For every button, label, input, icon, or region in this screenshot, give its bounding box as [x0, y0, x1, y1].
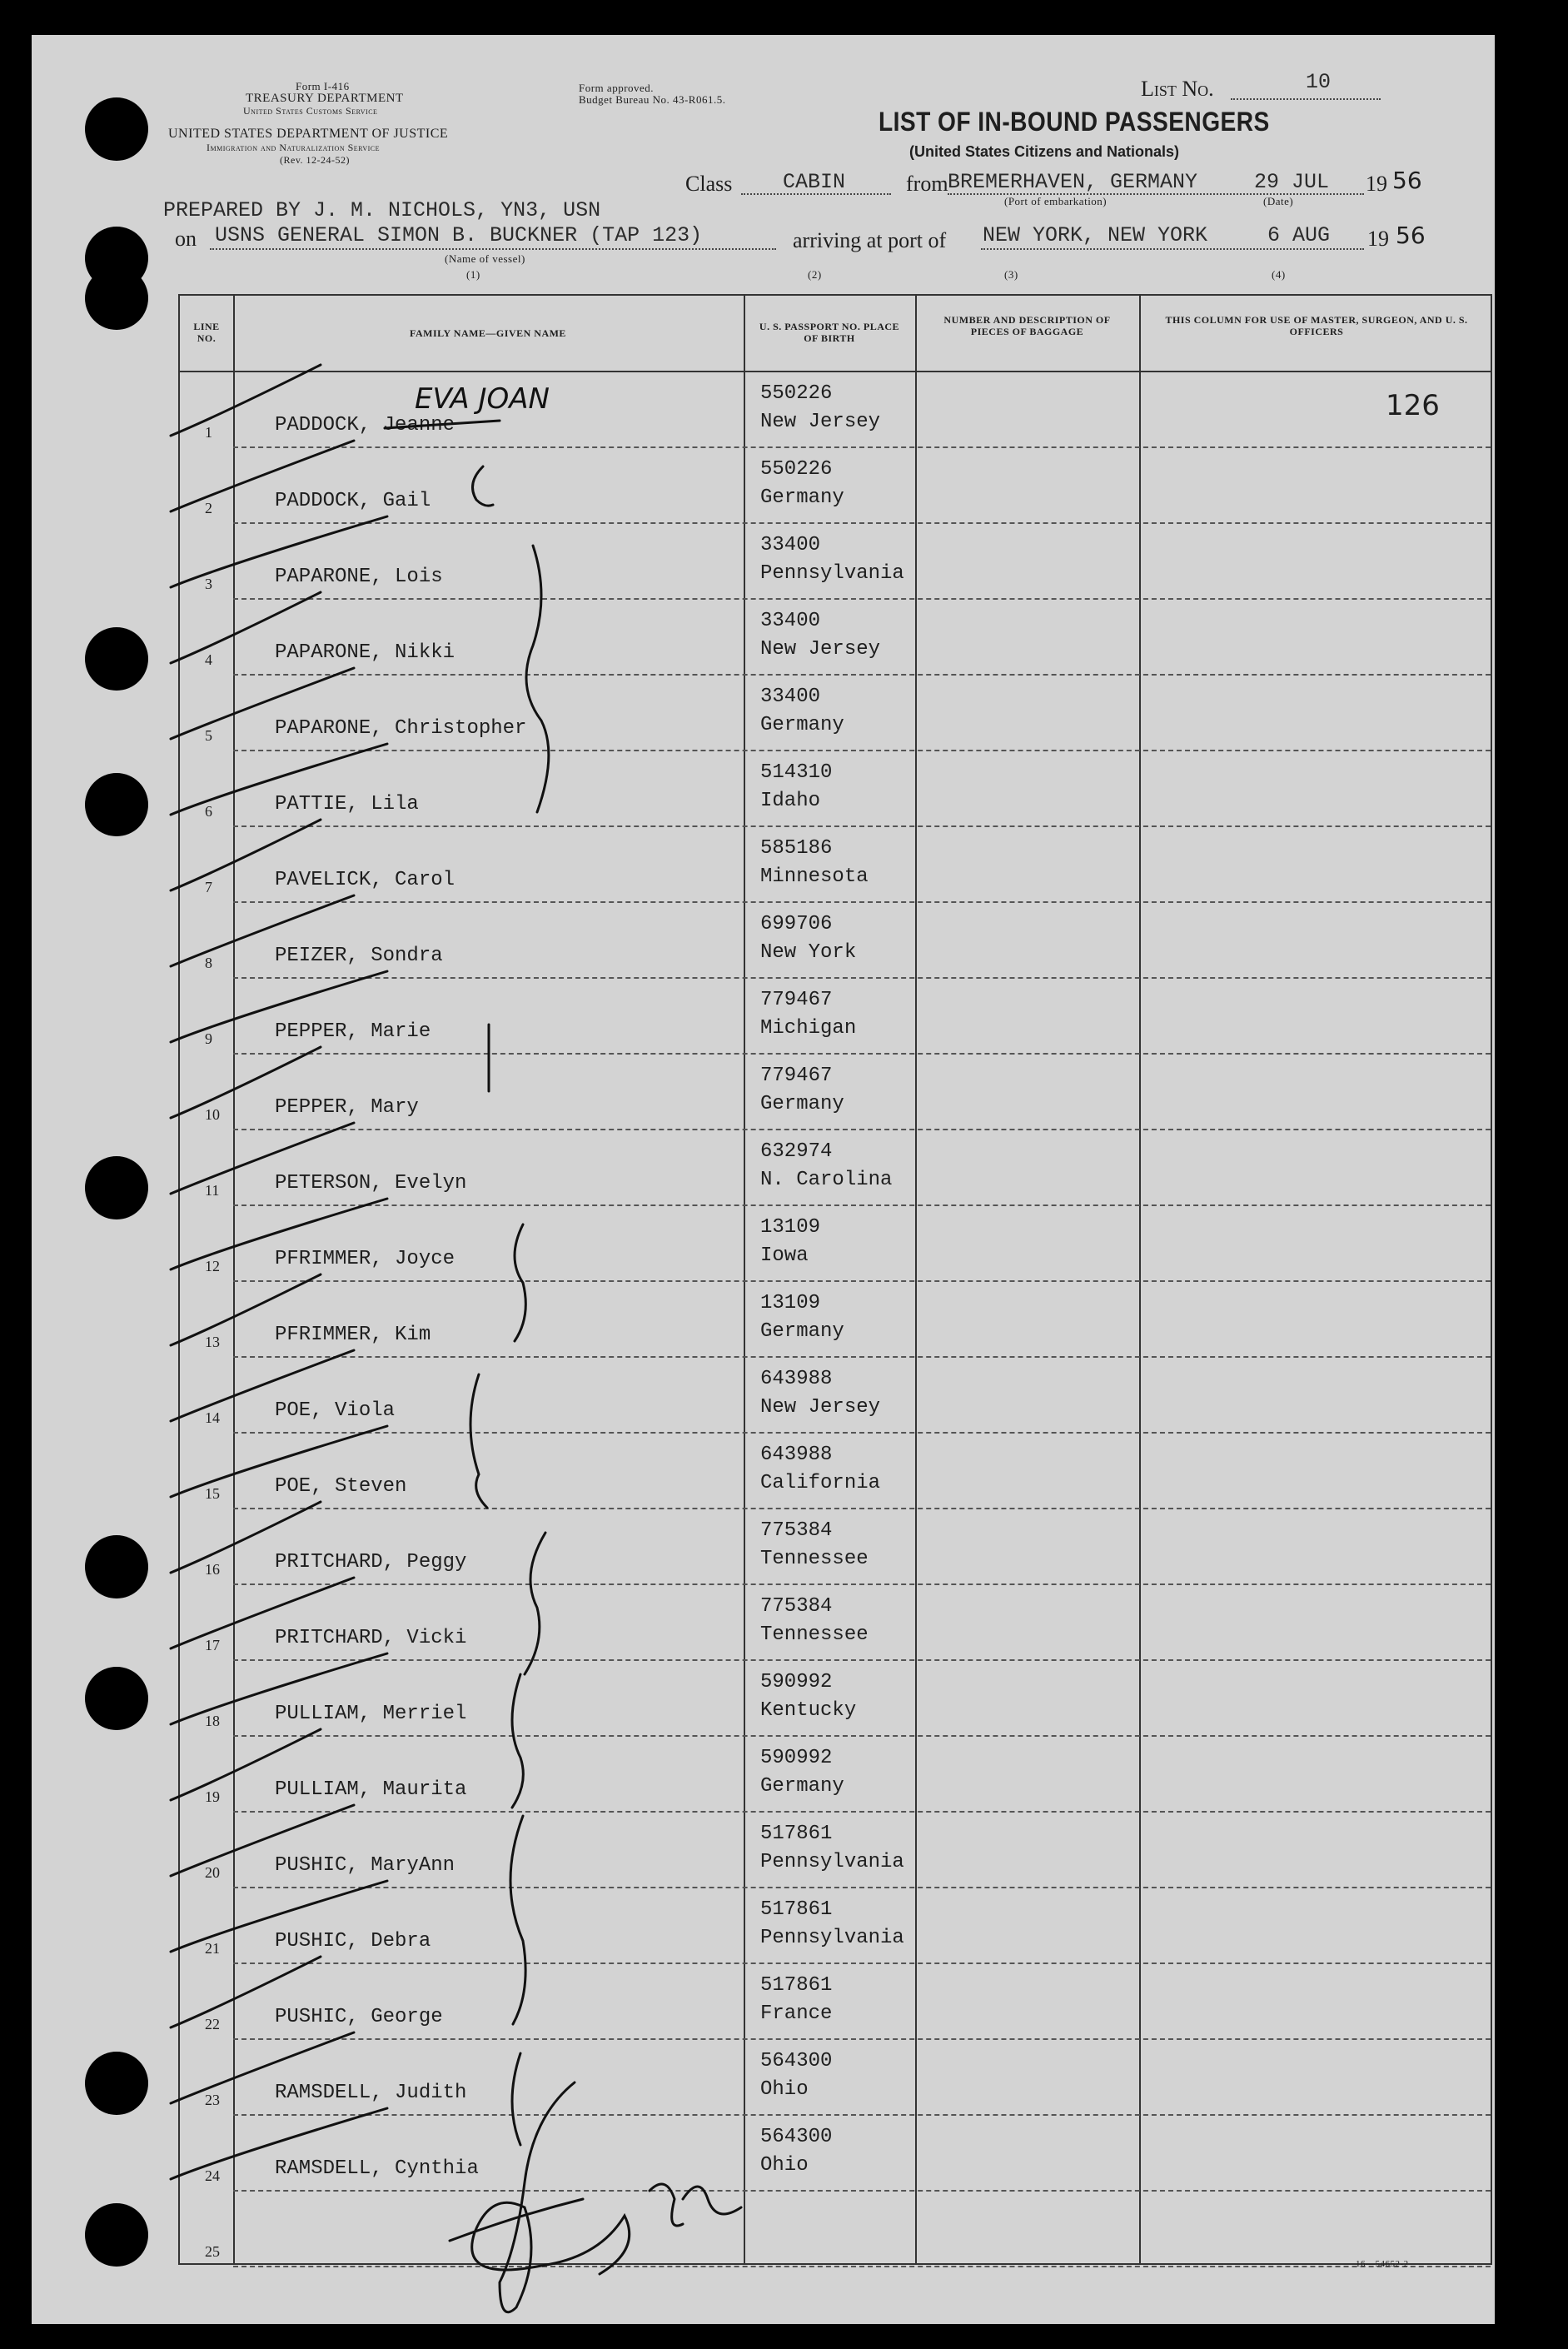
- passport-number: 33400: [760, 534, 821, 556]
- line-number: 21: [205, 1940, 220, 1957]
- line-number: 6: [205, 803, 212, 820]
- col-number-1: (1): [466, 268, 480, 281]
- place-of-birth: Kentucky: [760, 1699, 857, 1722]
- vessel-name: USNS GENERAL SIMON B. BUCKNER (TAP 123): [215, 223, 703, 247]
- line-number: 1: [205, 424, 212, 441]
- arrival-date: 6 AUG: [1267, 223, 1331, 247]
- passport-number: 585186: [760, 837, 833, 860]
- arriving-label: arriving at port of: [793, 228, 947, 252]
- line-number: 2: [205, 500, 212, 516]
- passport-number: 775384: [760, 1519, 833, 1542]
- line-number: 15: [205, 1485, 220, 1502]
- table-row: [180, 600, 1491, 676]
- passenger-name: PADDOCK, Gail: [275, 490, 431, 512]
- passenger-name: PULLIAM, Maurita: [275, 1778, 467, 1801]
- line-number: 17: [205, 1637, 220, 1653]
- passport-number: 517861: [760, 1823, 833, 1845]
- punch-hole: [85, 1667, 148, 1730]
- line-number: 11: [205, 1182, 220, 1199]
- passport-number: 632974: [760, 1140, 833, 1163]
- place-of-birth: Ohio: [760, 2154, 809, 2177]
- class-label: Class: [685, 172, 733, 196]
- vessel-line: [210, 248, 776, 250]
- passport-number: 13109: [760, 1292, 821, 1314]
- passenger-name: PEIZER, Sondra: [275, 945, 443, 967]
- line-number: 4: [205, 651, 212, 668]
- line-number: 22: [205, 2016, 220, 2032]
- header-officers: THIS COLUMN FOR USE OF MASTER, SURGEON, AND U. S. OFFICERS: [1165, 314, 1468, 337]
- embarkation-port: BREMERHAVEN, GERMANY: [948, 170, 1198, 194]
- passenger-name: PEPPER, Marie: [275, 1020, 431, 1043]
- place-of-birth: Germany: [760, 1093, 844, 1115]
- place-of-birth: Germany: [760, 1775, 844, 1798]
- passenger-name: POE, Viola: [275, 1399, 396, 1422]
- passport-number: 517861: [760, 1974, 833, 1997]
- punch-hole: [85, 2203, 148, 2267]
- table-row: [180, 979, 1491, 1055]
- on-label: on: [175, 227, 197, 251]
- table-row: [180, 1434, 1491, 1509]
- place-of-birth: New York: [760, 941, 857, 964]
- table-row: [180, 2192, 1491, 2267]
- arrival-port: NEW YORK, NEW YORK: [983, 223, 1208, 247]
- handwritten-name: EVA JOAN: [415, 382, 550, 416]
- passport-number: 13109: [760, 1216, 821, 1239]
- place-of-birth: Michigan: [760, 1017, 857, 1040]
- passport-number: 517861: [760, 1898, 833, 1921]
- table-row: [180, 1282, 1491, 1358]
- place-of-birth: Pennsylvania: [760, 1851, 904, 1873]
- place-of-birth: New Jersey: [760, 638, 881, 661]
- form-title: LIST OF IN-BOUND PASSENGERS: [879, 107, 1270, 137]
- table-row: [180, 1661, 1491, 1737]
- place-of-birth: N. Carolina: [760, 1169, 893, 1191]
- line-number: 14: [205, 1409, 220, 1426]
- place-of-birth: New Jersey: [760, 1396, 881, 1419]
- form-approved: Form approved.: [579, 82, 655, 94]
- line-number: 19: [205, 1788, 220, 1805]
- passport-number: 550226: [760, 382, 833, 405]
- line-number: 24: [205, 2167, 220, 2184]
- passenger-name: PADDOCK, Jeanne: [275, 414, 455, 436]
- line-number: 3: [205, 576, 212, 592]
- table-row: [180, 524, 1491, 600]
- place-of-birth: New Jersey: [760, 411, 881, 433]
- port-embark-caption: (Port of embarkation): [1004, 195, 1108, 207]
- line-number: 5: [205, 727, 212, 744]
- passport-number: 564300: [760, 2050, 833, 2072]
- header-line-no: LINE NO.: [193, 321, 220, 344]
- passenger-table: [178, 294, 1492, 2265]
- place-of-birth: Ohio: [760, 2078, 809, 2101]
- ins-service: Immigration and Naturalization Service: [207, 142, 381, 153]
- row-rule: [233, 2266, 1491, 2267]
- place-of-birth: France: [760, 2002, 833, 2025]
- passport-number: 699706: [760, 913, 833, 935]
- place-of-birth: Idaho: [760, 790, 821, 812]
- line-number: 16: [205, 1561, 220, 1578]
- table-row: [180, 448, 1491, 524]
- arrival-year-prefix: 19: [1367, 227, 1389, 251]
- passenger-name: PRITCHARD, Vicki: [275, 1627, 467, 1649]
- table-row: [180, 1585, 1491, 1661]
- table-row: [180, 2116, 1491, 2192]
- passenger-name: RAMSDELL, Cynthia: [275, 2157, 479, 2180]
- passenger-name: PATTIE, Lila: [275, 793, 419, 815]
- class-value: CABIN: [783, 170, 846, 194]
- passenger-name: PULLIAM, Merriel: [275, 1703, 467, 1725]
- passenger-name: PAPARONE, Christopher: [275, 717, 527, 740]
- passport-number: 779467: [760, 989, 833, 1011]
- treasury-dept: TREASURY DEPARTMENT: [246, 92, 404, 105]
- line-number: 8: [205, 955, 212, 971]
- passenger-name: RAMSDELL, Judith: [275, 2082, 467, 2104]
- passenger-name: PFRIMMER, Joyce: [275, 1248, 455, 1270]
- table-row: [180, 827, 1491, 903]
- line-number: 20: [205, 1864, 220, 1881]
- passenger-name: PUSHIC, George: [275, 2006, 443, 2028]
- table-row: [180, 1737, 1491, 1813]
- punch-hole: [85, 1535, 148, 1598]
- line-number: 9: [205, 1030, 212, 1047]
- passenger-name: PAPARONE, Nikki: [275, 641, 455, 664]
- line-number: 7: [205, 879, 212, 895]
- form-number: Form I-416: [296, 80, 350, 92]
- col-number-3: (3): [1004, 268, 1018, 281]
- header-passport: U. S. PASSPORT NO. PLACE OF BIRTH: [759, 321, 900, 344]
- header-name: FAMILY NAME—GIVEN NAME: [410, 327, 566, 339]
- year-prefix: 19: [1366, 172, 1387, 196]
- table-row: [180, 1055, 1491, 1130]
- punch-hole: [85, 2052, 148, 2115]
- punch-hole: [85, 97, 148, 161]
- passenger-name: PFRIMMER, Kim: [275, 1324, 431, 1346]
- officer-note: 126: [1386, 389, 1440, 422]
- table-row: [180, 751, 1491, 827]
- place-of-birth: Germany: [760, 486, 844, 509]
- embarkation-year: 56: [1392, 167, 1422, 194]
- place-of-birth: California: [760, 1472, 881, 1494]
- header-baggage: NUMBER AND DESCRIPTION OF PIECES OF BAGGAGE: [943, 314, 1111, 337]
- place-of-birth: Tennessee: [760, 1548, 869, 1570]
- passenger-name: PAVELICK, Carol: [275, 869, 455, 891]
- col-number-2: (2): [808, 268, 822, 281]
- passport-number: 643988: [760, 1368, 833, 1390]
- table-row: [180, 1813, 1491, 1888]
- passenger-name: PEPPER, Mary: [275, 1096, 419, 1119]
- passport-number: 33400: [760, 610, 821, 632]
- punch-hole: [85, 627, 148, 691]
- table-row: [180, 1509, 1491, 1585]
- line-number: 12: [205, 1258, 220, 1274]
- arrival-line: [981, 248, 1364, 250]
- passenger-name: PAPARONE, Lois: [275, 566, 443, 588]
- line-number: 13: [205, 1334, 220, 1350]
- place-of-birth: Pennsylvania: [760, 1927, 904, 1949]
- from-label: from: [906, 172, 948, 196]
- passport-number: 564300: [760, 2126, 833, 2148]
- line-number: 10: [205, 1106, 220, 1123]
- line-number: 23: [205, 2092, 220, 2108]
- vessel-caption: (Name of vessel): [445, 252, 525, 265]
- date-caption: (Date): [1263, 195, 1294, 207]
- passport-number: 550226: [760, 458, 833, 481]
- passenger-name: PUSHIC, MaryAnn: [275, 1854, 455, 1877]
- punch-hole: [85, 267, 148, 330]
- table-row: [180, 676, 1491, 751]
- table-row: [180, 1888, 1491, 1964]
- col-number-4: (4): [1272, 268, 1286, 281]
- passenger-name: PETERSON, Evelyn: [275, 1172, 467, 1194]
- form-subtitle: (United States Citizens and Nationals): [909, 143, 1180, 160]
- line-number: 18: [205, 1713, 220, 1729]
- embarkation-date: 29 JUL: [1254, 170, 1330, 194]
- passport-number: 643988: [760, 1444, 833, 1466]
- passenger-name: PRITCHARD, Peggy: [275, 1551, 467, 1573]
- justice-dept: UNITED STATES DEPARTMENT OF JUSTICE: [168, 127, 449, 141]
- prepared-by: PREPARED BY J. M. NICHOLS, YN3, USN: [163, 198, 601, 222]
- list-no-value: 10: [1306, 70, 1332, 94]
- place-of-birth: Minnesota: [760, 865, 869, 888]
- place-of-birth: Germany: [760, 1320, 844, 1343]
- punch-hole: [85, 773, 148, 836]
- place-of-birth: Germany: [760, 714, 844, 736]
- customs-service: United States Customs Service: [243, 105, 378, 117]
- passenger-name: POE, Steven: [275, 1475, 407, 1498]
- passport-number: 590992: [760, 1747, 833, 1769]
- budget-bureau: Budget Bureau No. 43-R061.5.: [579, 93, 726, 106]
- passport-number: 779467: [760, 1065, 833, 1087]
- table-row: [180, 1358, 1491, 1434]
- punch-hole: [85, 1156, 148, 1219]
- arrival-year: 56: [1396, 222, 1426, 249]
- passport-number: 775384: [760, 1595, 833, 1618]
- list-no-label: List No.: [1141, 77, 1214, 101]
- table-row: [180, 1130, 1491, 1206]
- table-row: [180, 1964, 1491, 2040]
- place-of-birth: Iowa: [760, 1244, 809, 1267]
- table-row: [180, 2040, 1491, 2116]
- place-of-birth: Pennsylvania: [760, 562, 904, 585]
- passenger-name: PUSHIC, Debra: [275, 1930, 431, 1953]
- place-of-birth: Tennessee: [760, 1623, 869, 1646]
- passport-number: 514310: [760, 761, 833, 784]
- list-no-line: [1231, 98, 1381, 100]
- footer-code: 16—54652-2: [1356, 2259, 1409, 2269]
- table-row: [180, 903, 1491, 979]
- passport-number: 33400: [760, 686, 821, 708]
- table-row: [180, 1206, 1491, 1282]
- line-number: 25: [205, 2243, 220, 2260]
- table-row: [180, 372, 1491, 448]
- passport-number: 590992: [760, 1671, 833, 1693]
- revision-date: (Rev. 12-24-52): [280, 154, 351, 166]
